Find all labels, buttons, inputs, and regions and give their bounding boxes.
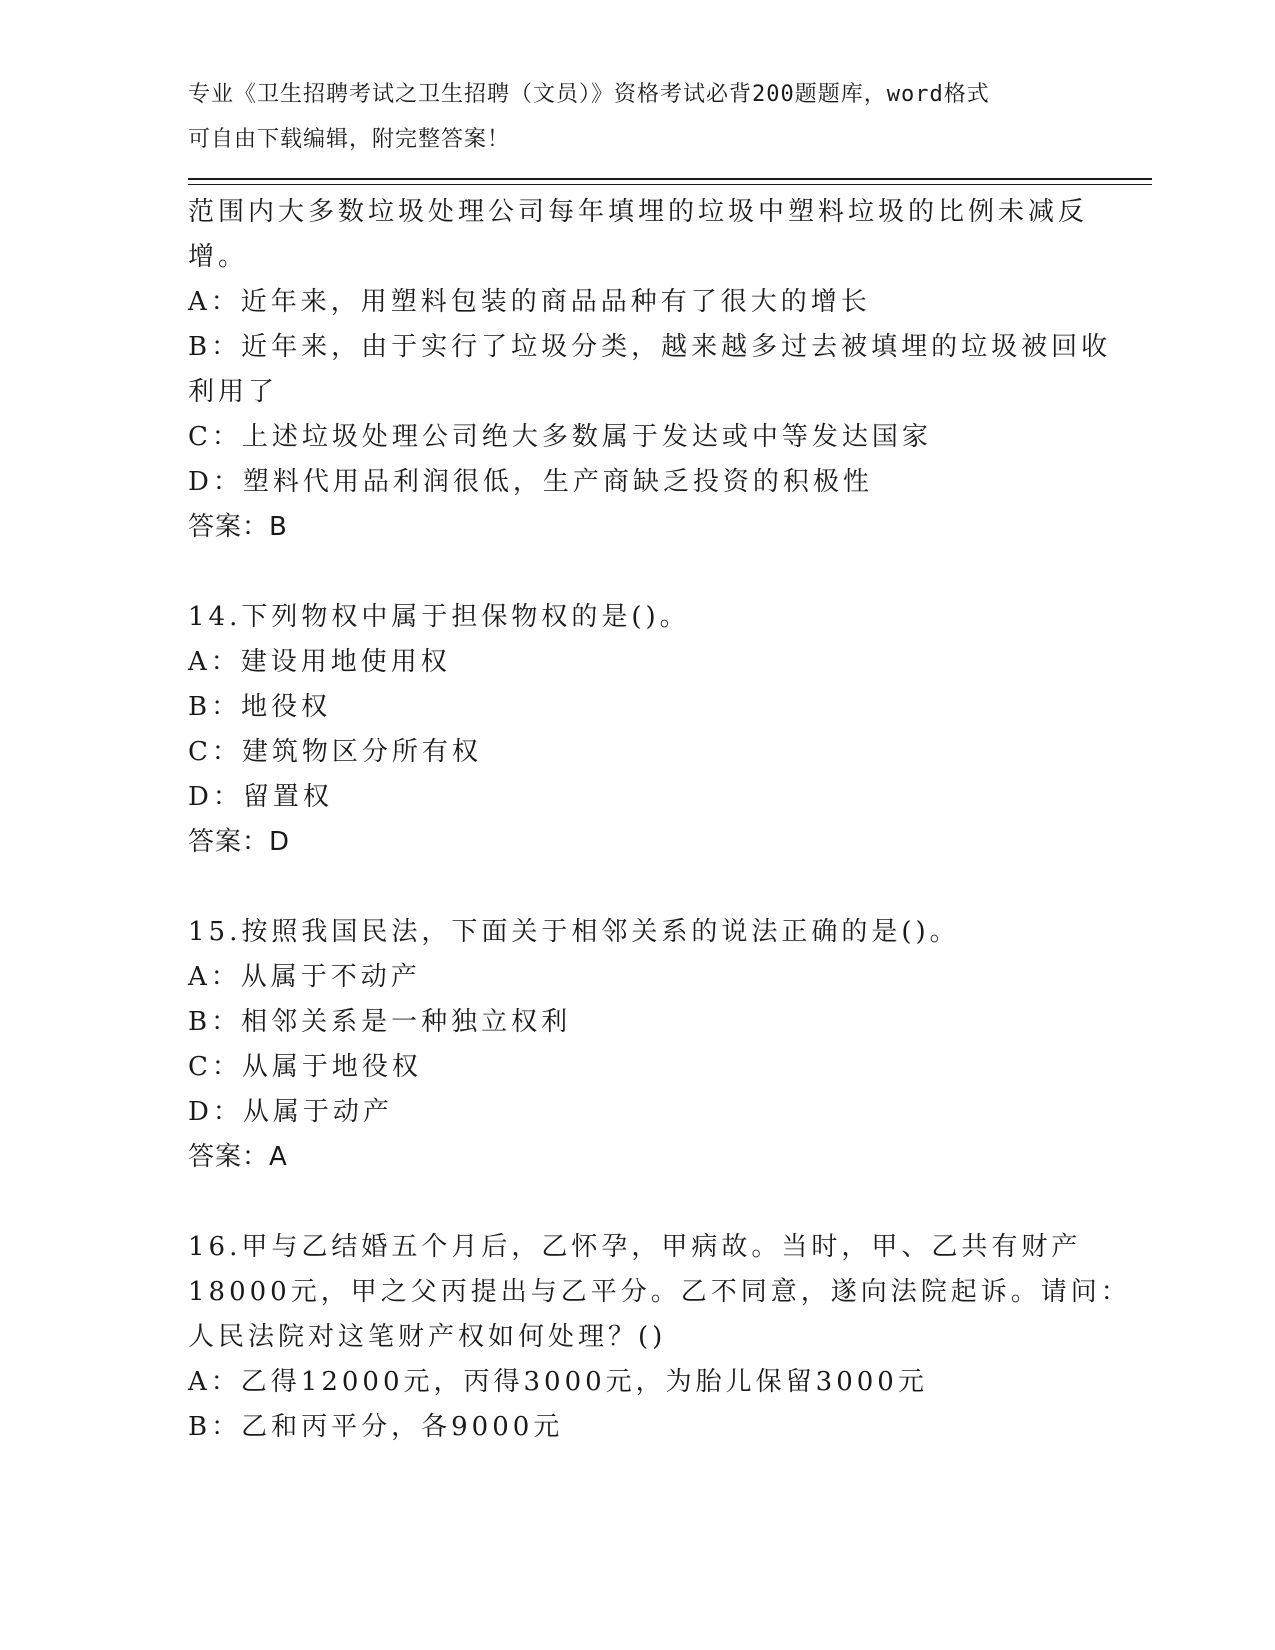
- option-d: D：留置权: [188, 782, 333, 812]
- option-c: C：建筑物区分所有权: [188, 737, 482, 767]
- question-spacer: [188, 865, 1088, 910]
- question-14: [188, 595, 1088, 865]
- option-b: B：相邻关系是一种独立权利: [188, 1007, 572, 1037]
- option-a: A：从属于不动产: [188, 962, 421, 992]
- option-b: B：乙和丙平分，各9000元: [188, 1412, 564, 1442]
- question-13: [188, 190, 1112, 550]
- option-b: B：地役权: [188, 692, 332, 722]
- header-divider-thick: [188, 178, 1152, 180]
- question-list: [188, 190, 1131, 1450]
- option-d: D：从属于动产: [188, 1097, 393, 1127]
- question-spacer: [188, 1180, 1088, 1225]
- question-stem-line: 增。: [188, 242, 249, 272]
- question-stem-line: 16.甲与乙结婚五个月后，乙怀孕，甲病故。当时，甲、乙共有财产: [188, 1232, 1082, 1262]
- option-c: C：上述垃圾处理公司绝大多数属于发达或中等发达国家: [188, 422, 932, 452]
- question-spacer: [188, 550, 1088, 595]
- option-a: A：近年来，用塑料包装的商品品种有了很大的增长: [188, 287, 871, 317]
- header-title-line-2: 可自由下载编辑，附完整答案！: [188, 127, 511, 152]
- answer-label: 答案：D: [188, 827, 291, 857]
- option-c: C：从属于地役权: [188, 1052, 422, 1082]
- question-stem-line: 人民法院对这笔财产权如何处理？(): [188, 1322, 667, 1352]
- question-15: [188, 910, 1088, 1180]
- option-b-line: B：近年来，由于实行了垃圾分类，越来越多过去被填埋的垃圾被回收: [188, 332, 1112, 362]
- question-stem: 14.下列物权中属于担保物权的是()。: [188, 602, 690, 632]
- question-stem-line: 18000元，甲之父丙提出与乙平分。乙不同意，遂向法院起诉。请问：: [188, 1277, 1131, 1307]
- header-divider-thin: [188, 184, 1152, 185]
- header-title-line-1: 专业《卫生招聘考试之卫生招聘（文员）》资格考试必背200题题库，word格式: [188, 82, 990, 107]
- document-header: [188, 72, 1068, 162]
- option-b-line: 利用了: [188, 377, 279, 407]
- question-stem: 15.按照我国民法，下面关于相邻关系的说法正确的是()。: [188, 917, 960, 947]
- answer-label: 答案：B: [188, 512, 288, 542]
- question-16: [188, 1225, 1131, 1450]
- option-d: D：塑料代用品利润很低，生产商缺乏投资的积极性: [188, 467, 873, 497]
- question-stem-line: 范围内大多数垃圾处理公司每年填埋的垃圾中塑料垃圾的比例未减反: [188, 197, 1089, 227]
- option-a: A：乙得12000元，丙得3000元，为胎儿保留3000元: [188, 1367, 928, 1397]
- option-a: A：建设用地使用权: [188, 647, 451, 677]
- answer-label: 答案：A: [188, 1142, 288, 1172]
